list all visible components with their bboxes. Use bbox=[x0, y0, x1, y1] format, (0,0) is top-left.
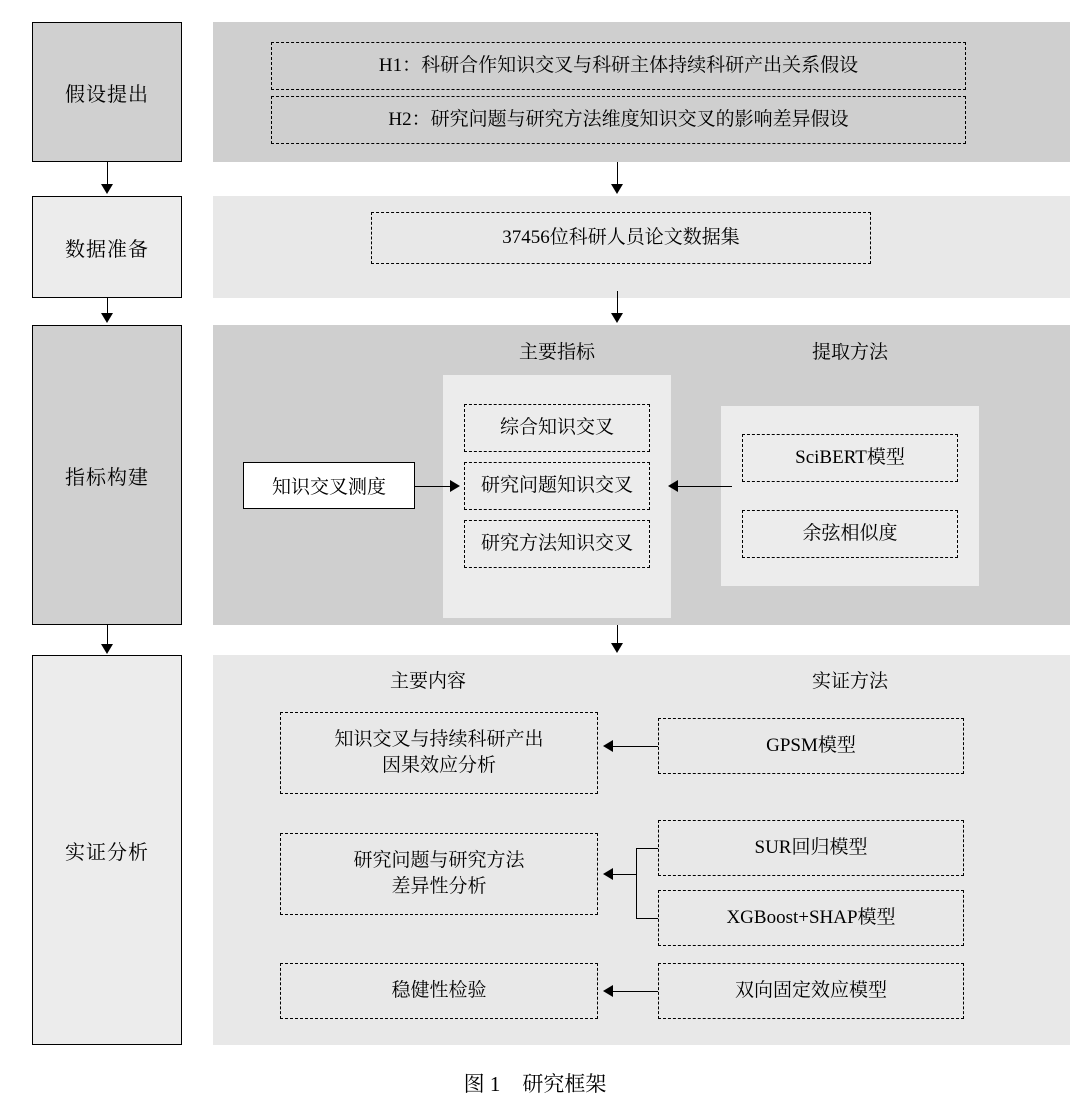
empirical-method-xgboost bbox=[658, 890, 964, 946]
indicator-label: 综合知识交叉 bbox=[499, 417, 614, 439]
hypothesis-label: H1：科研合作知识交叉与科研主体持续科研产出关系假设 bbox=[378, 55, 859, 77]
indicator-column-header-right: 提取方法 bbox=[811, 342, 888, 363]
content-line-1: 研究问题与研究方法 bbox=[353, 850, 525, 872]
flow-connector-hypothesis-data bbox=[617, 162, 618, 184]
extraction-box-scibert bbox=[742, 434, 958, 482]
stage-arrow-2 bbox=[101, 313, 113, 323]
flow-connector-data-indicator bbox=[617, 291, 618, 313]
stage-hypothesis bbox=[32, 22, 182, 162]
connector-branch-vertical bbox=[636, 848, 637, 918]
connector-xgboost-branch bbox=[636, 918, 658, 919]
connector-branch-difference bbox=[613, 874, 636, 875]
indicator-box-question bbox=[464, 462, 650, 510]
flow-arrow-indicator-empirical bbox=[611, 643, 623, 653]
connector-sur-branch bbox=[636, 848, 658, 849]
indicator-label: 研究问题知识交叉 bbox=[480, 475, 633, 497]
extraction-label: 余弦相似度 bbox=[802, 523, 898, 545]
arrow-twoway-robustness bbox=[603, 985, 613, 997]
content-line-2: 差异性分析 bbox=[391, 876, 487, 897]
empirical-method-twoway bbox=[658, 963, 964, 1019]
stage-data-prep bbox=[32, 196, 182, 298]
indicator-column-header-left: 主要指标 bbox=[518, 342, 595, 363]
caption-title: 研究框架 bbox=[522, 1072, 607, 1096]
connector-extraction-indicator bbox=[678, 486, 732, 487]
stage-indicator bbox=[32, 325, 182, 625]
arrow-measure-indicator bbox=[450, 480, 460, 492]
indicator-box-method bbox=[464, 520, 650, 568]
stage-label: 数据准备 bbox=[65, 238, 149, 261]
hypothesis-label: H2：研究问题与研究方法维度知识交叉的影响差异假设 bbox=[388, 109, 849, 131]
stage-label: 指标构建 bbox=[65, 466, 149, 489]
stage-arrow-1 bbox=[101, 184, 113, 194]
caption-number: 图 1 bbox=[463, 1072, 501, 1096]
empirical-column-header-right: 实证方法 bbox=[811, 671, 888, 692]
stage-connector-3 bbox=[107, 625, 108, 644]
indicator-box-comprehensive bbox=[464, 404, 650, 452]
stage-label: 假设提出 bbox=[65, 83, 149, 106]
flow-arrow-hypothesis-data bbox=[611, 184, 623, 194]
stage-connector-1 bbox=[107, 162, 108, 184]
empirical-column-header-left: 主要内容 bbox=[389, 671, 466, 692]
stage-label: 实证分析 bbox=[65, 841, 149, 864]
connector-twoway-robustness bbox=[613, 991, 658, 992]
empirical-content-robustness bbox=[280, 963, 598, 1019]
method-label: SUR回归模型 bbox=[754, 837, 868, 859]
figure-caption bbox=[0, 1068, 1070, 1098]
arrow-branch-difference bbox=[603, 868, 613, 880]
content-line-1: 稳健性检验 bbox=[391, 980, 487, 1002]
stage-arrow-3 bbox=[101, 644, 113, 654]
empirical-content-causal bbox=[280, 712, 598, 794]
indicator-label: 研究方法知识交叉 bbox=[480, 533, 633, 555]
content-line-1: 知识交叉与持续科研产出 bbox=[334, 729, 544, 751]
extraction-box-cosine bbox=[742, 510, 958, 558]
extraction-label: SciBERT模型 bbox=[795, 447, 905, 469]
connector-gpsm-causal bbox=[613, 746, 658, 747]
arrow-gpsm-causal bbox=[603, 740, 613, 752]
stage-empirical bbox=[32, 655, 182, 1045]
flow-arrow-data-indicator bbox=[611, 313, 623, 323]
method-label: GPSM模型 bbox=[766, 735, 856, 757]
empirical-method-gpsm bbox=[658, 718, 964, 774]
content-line-2: 因果效应分析 bbox=[381, 755, 496, 776]
connector-measure-indicator bbox=[415, 486, 450, 487]
hypothesis-box-h1 bbox=[271, 42, 966, 90]
dataset-label: 37456位科研人员论文数据集 bbox=[502, 227, 740, 249]
hypothesis-box-h2 bbox=[271, 96, 966, 144]
arrow-extraction-indicator bbox=[668, 480, 678, 492]
empirical-method-sur bbox=[658, 820, 964, 876]
measure-label: 知识交叉测度 bbox=[271, 477, 386, 498]
method-label: XGBoost+SHAP模型 bbox=[726, 907, 896, 929]
dataset-box bbox=[371, 212, 871, 264]
method-label: 双向固定效应模型 bbox=[734, 980, 887, 1002]
stage-connector-2 bbox=[107, 298, 108, 313]
subpanel-methods bbox=[721, 406, 979, 586]
measure-box bbox=[243, 462, 415, 509]
empirical-content-difference bbox=[280, 833, 598, 915]
flow-connector-indicator-empirical bbox=[617, 625, 618, 643]
